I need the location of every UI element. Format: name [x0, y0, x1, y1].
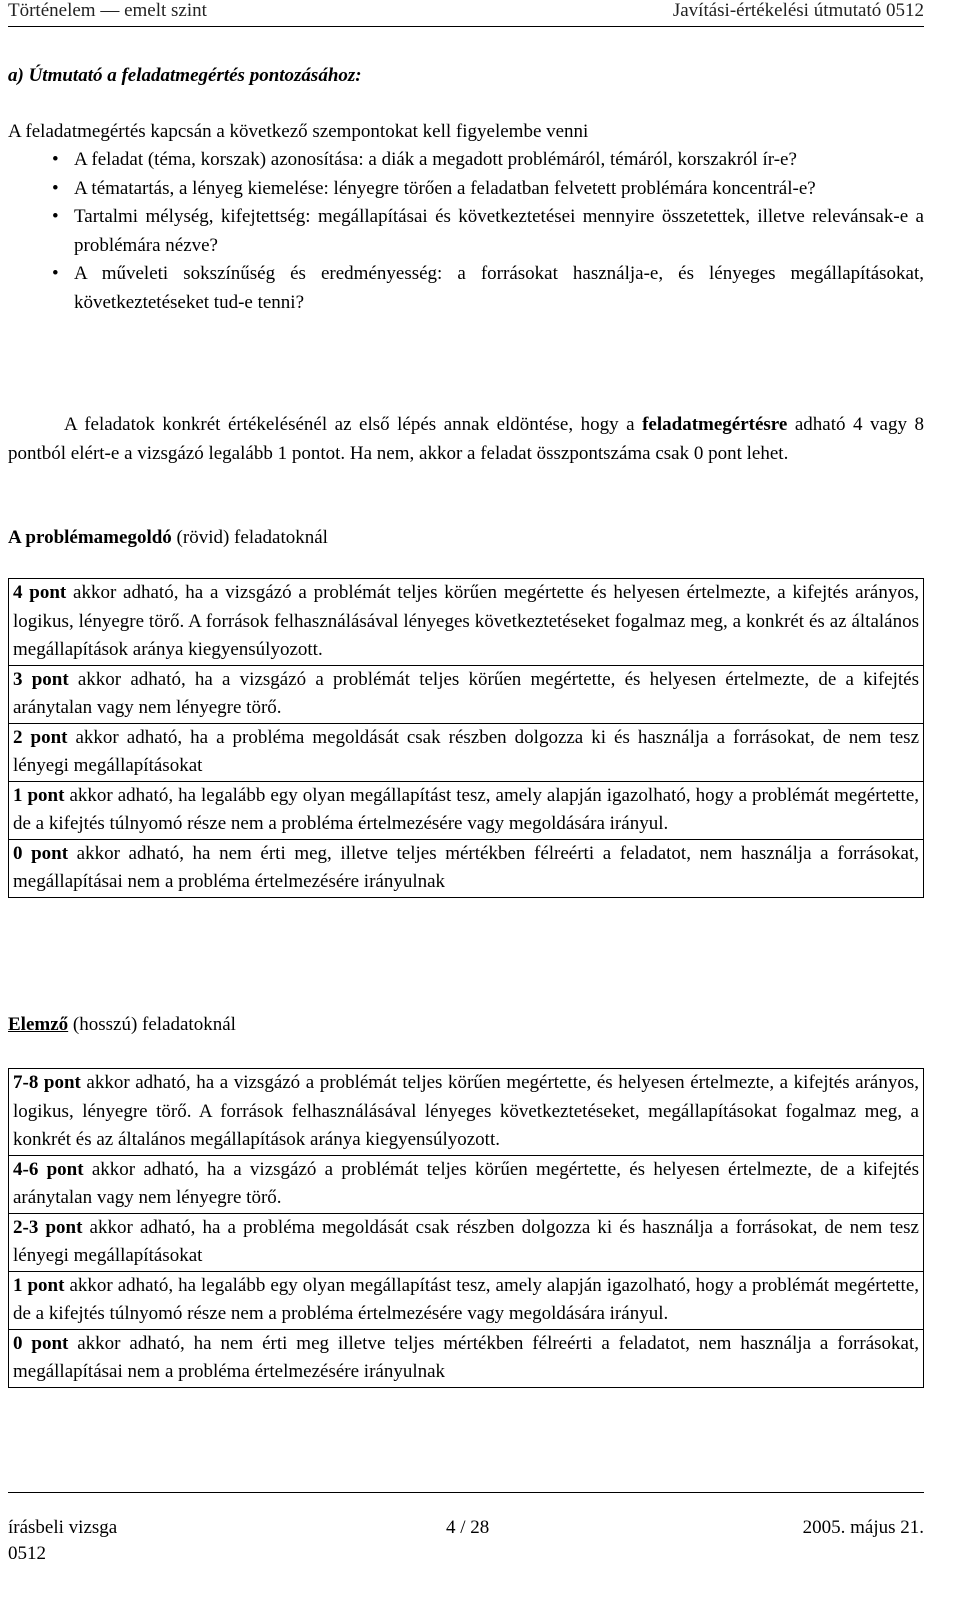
long-tasks-heading: Elemző (hosszú) feladatoknál [8, 1014, 236, 1035]
table-cell: 1 pont akkor adható, ha legalább egy olyan megállapítást tesz, amely alapján igazolható, hogy a problémát megértette, de a kifejtés túlnyomó része nem a probléma értelmezésére vagy megoldására irányul. [9, 1271, 924, 1329]
document-page [8, 0, 924, 1612]
footer-date: 2005. május 21. [802, 1517, 924, 1538]
criteria-list [8, 146, 924, 317]
table-row [9, 1271, 924, 1329]
list-item: • Tartalmi mélység, kifejtettség: megállapításai és következtetései mennyire összetettek, illetve relevánsak-e a problémára nézve? [8, 203, 924, 260]
table-cell: 2 pont akkor adható, ha a probléma megoldását csak részben dolgozza ki és használja a forrásokat, de nem tesz lényegi megállapításokat [9, 723, 924, 781]
table-row [9, 579, 924, 666]
table-row [9, 781, 924, 839]
page-footer [8, 1492, 924, 1564]
list-item: • A feladat (téma, korszak) azonosítása: a diák a megadott problémáról, témáról, korszakról ír-e? [8, 146, 924, 175]
table-cell: 4 pont akkor adható, ha a vizsgázó a problémát teljes körűen megértette és helyesen értelmezte, a kifejtés arányos, logikus, lényegre törő. A források felhasználásával lényeges következtetéseket fogalmaz meg, a konkrét és az általános megállapítások aránya kiegyensúlyozott. [9, 579, 924, 666]
table-row [9, 1155, 924, 1213]
bullet-icon: • [52, 206, 59, 227]
section-title: a) Útmutató a feladatmegértés pontozásához: [8, 65, 362, 86]
header-guide-title: Javítási-értékelési útmutató 0512 [672, 0, 924, 21]
table-cell: 1 pont akkor adható, ha legalább egy olyan megállapítást tesz, amely alapján igazolható, hogy a problémát megértette, de a kifejtés túlnyomó része nem a probléma értelmezésére vagy megoldására irányul. [9, 781, 924, 839]
intro-text: A feladatmegértés kapcsán a következő szempontokat kell figyelembe venni [8, 121, 589, 142]
header-subject: Történelem — emelt szint [8, 0, 207, 21]
table-cell: 0 pont akkor adható, ha nem érti meg illetve teljes mértékben félreérti a feladatot, nem használja a forrásokat, megállapításai nem a probléma értelmezésére irányulnak [9, 1329, 924, 1387]
bullet-icon: • [52, 149, 59, 170]
table-row [9, 1213, 924, 1271]
keyword-bold: feladatmegértésre [642, 414, 788, 435]
evaluation-paragraph: A feladatok konkrét értékelésénél az első lépés annak eldöntése, hogy a feladatmegértésre adható 4 vagy 8 pontból elért-e a vizsgázó legalább 1 pontot. Ha nem, akkor a feladat összpontszáma csak 0 pont lehet. [8, 414, 925, 464]
list-item: • A tématartás, a lényeg kiemelése: lényegre törően a feladatban felvetett problémára koncentrál-e? [8, 175, 924, 204]
table-cell: 0 pont akkor adható, ha nem érti meg, illetve teljes mértékben félreérti a feladatot, nem használja a forrásokat, megállapításai nem a probléma értelmezésére irányulnak [9, 839, 924, 897]
page-header [8, 0, 924, 27]
bullet-icon: • [52, 177, 59, 199]
table-cell: 7-8 pont akkor adható, ha a vizsgázó a problémát teljes körűen megértette, és helyesen értelmezte, a kifejtés arányos, logikus, lényegre törő. A források felhasználásával lényeges következtetéseket, megállapításokat fogalmaz meg, a konkrét és az általános megállapítások aránya kiegyensúlyozott. [9, 1069, 924, 1156]
short-scoring-table [8, 578, 924, 898]
page-number: 4 / 28 [446, 1517, 490, 1538]
long-scoring-table [8, 1068, 924, 1388]
footer-exam-type: írásbeli vizsga [8, 1517, 118, 1538]
table-row [9, 1329, 924, 1387]
table-row [9, 665, 924, 723]
table-row [9, 839, 924, 897]
table-cell: 3 pont akkor adható, ha a vizsgázó a problémát teljes körűen megértette, és helyesen értelmezte, de a kifejtés aránytalan vagy nem lényegre törő. [9, 665, 924, 723]
list-item: • A műveleti sokszínűség és eredményesség: a forrásokat használja-e, és lényeges megállapításokat, következtetéseket tud-e tenni? [8, 260, 924, 317]
footer-code: 0512 [8, 1543, 46, 1564]
table-row [9, 1069, 924, 1156]
table-row [9, 723, 924, 781]
table-cell: 4-6 pont akkor adható, ha a vizsgázó a problémát teljes körűen megértette, és helyesen értelmezte, de a kifejtés aránytalan vagy nem lényegre törő. [9, 1155, 924, 1213]
short-tasks-heading: A problémamegoldó (rövid) feladatoknál [8, 527, 328, 548]
table-cell: 2-3 pont akkor adható, ha a probléma megoldását csak részben dolgozza ki és használja a forrásokat, de nem tesz lényegi megállapításokat [9, 1213, 924, 1271]
bullet-icon: • [52, 263, 59, 284]
